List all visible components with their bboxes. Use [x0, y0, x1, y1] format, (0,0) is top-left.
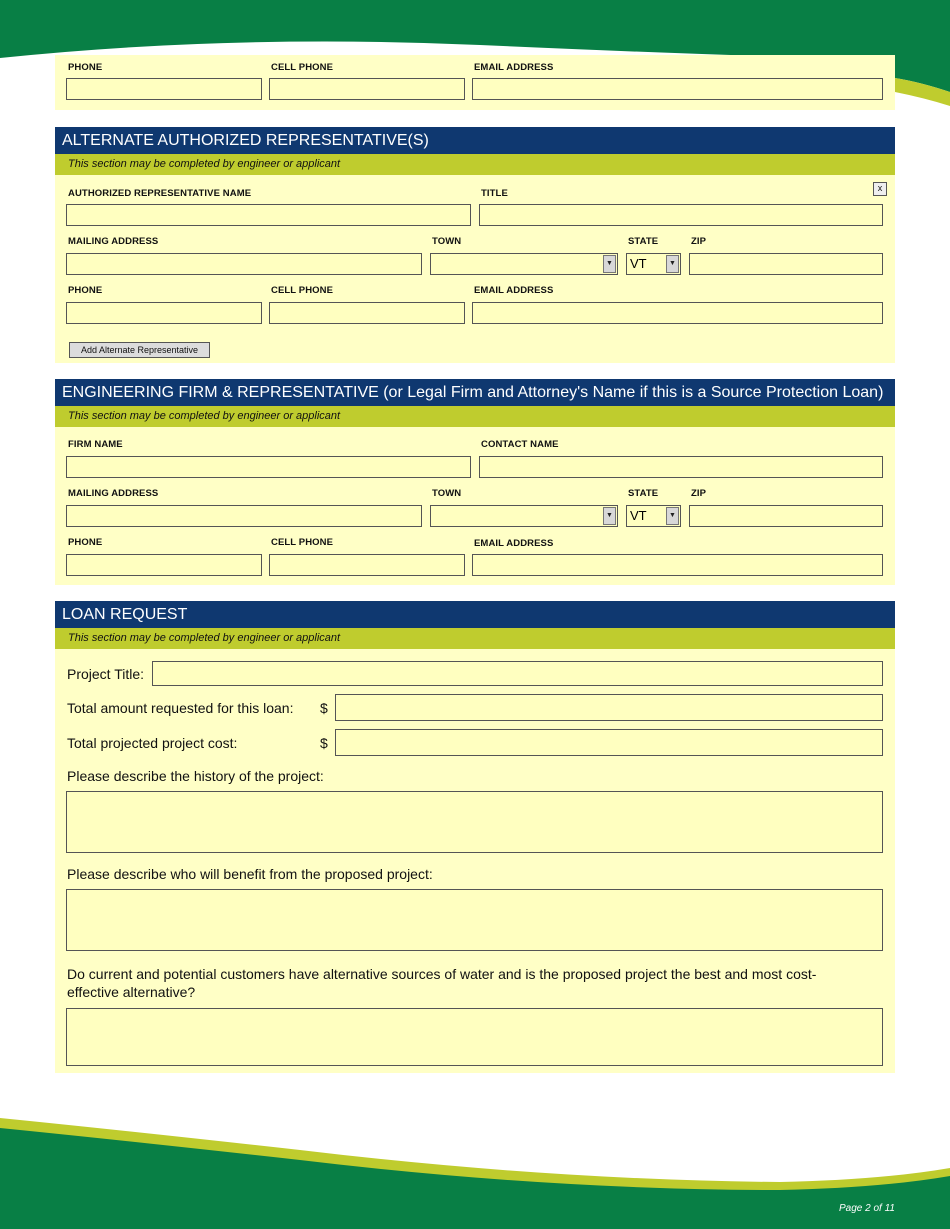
contact-name-field[interactable]: [479, 456, 883, 478]
state-select[interactable]: [626, 505, 681, 527]
mailing-address-field[interactable]: [66, 253, 422, 275]
town-select[interactable]: [430, 253, 618, 275]
alternative-textarea[interactable]: [66, 1008, 883, 1066]
zip-field[interactable]: [689, 505, 883, 527]
title-label: TITLE: [481, 188, 508, 199]
state-value: VT: [630, 508, 647, 523]
benefit-label: Please describe who will benefit from the proposed project:: [67, 866, 433, 882]
phone-field[interactable]: [66, 302, 262, 324]
cell-phone-field[interactable]: [269, 554, 465, 576]
email-field[interactable]: [472, 302, 883, 324]
phone-label: PHONE: [68, 537, 103, 548]
add-alternate-rep-button[interactable]: Add Alternate Representative: [69, 342, 210, 358]
town-select[interactable]: [430, 505, 618, 527]
close-button[interactable]: x: [873, 182, 887, 196]
projected-cost-label: Total projected project cost:: [67, 735, 238, 751]
zip-field[interactable]: [689, 253, 883, 275]
town-label: TOWN: [432, 236, 462, 247]
state-value: VT: [630, 256, 647, 271]
engineering-title: ENGINEERING FIRM & REPRESENTATIVE (or Legal Firm and Attorney's Name if this is a Source Protection Loan): [55, 379, 895, 406]
projected-cost-field[interactable]: [335, 729, 883, 756]
title-field[interactable]: [479, 204, 883, 226]
email-label: EMAIL ADDRESS: [474, 538, 554, 549]
loan-note: This section may be completed by engineer or applicant: [55, 628, 895, 649]
email-field[interactable]: [472, 78, 883, 100]
mailing-address-field[interactable]: [66, 505, 422, 527]
email-field[interactable]: [472, 554, 883, 576]
mailing-address-label: MAILING ADDRESS: [68, 236, 159, 247]
zip-label: ZIP: [691, 488, 707, 499]
email-label: EMAIL ADDRESS: [474, 62, 554, 73]
auth-rep-name-label: AUTHORIZED REPRESENTATIVE NAME: [68, 188, 252, 199]
chevron-down-icon[interactable]: ▼: [603, 507, 616, 525]
state-select[interactable]: [626, 253, 681, 275]
chevron-down-icon[interactable]: ▼: [603, 255, 616, 273]
project-title-label: Project Title:: [67, 666, 145, 682]
alternative-label: Do current and potential customers have alternative sources of water and is the proposed project the best and most cost-effective alternative?: [67, 966, 817, 1000]
alt-rep-note: This section may be completed by engineer or applicant: [55, 154, 895, 175]
alt-rep-title: ALTERNATE AUTHORIZED REPRESENTATIVE(S): [55, 127, 895, 154]
history-label: Please describe the history of the project:: [67, 768, 324, 784]
phone-label: PHONE: [68, 285, 103, 296]
page-number: Page 2 of 11: [839, 1203, 895, 1214]
email-label: EMAIL ADDRESS: [474, 285, 554, 296]
mailing-address-label: MAILING ADDRESS: [68, 488, 159, 499]
loan-title: LOAN REQUEST: [55, 601, 895, 628]
amount-requested-field[interactable]: [335, 694, 883, 721]
cell-phone-label: CELL PHONE: [271, 537, 334, 548]
chevron-down-icon[interactable]: ▼: [666, 255, 679, 273]
project-title-field[interactable]: [152, 661, 883, 686]
auth-rep-name-field[interactable]: [66, 204, 471, 226]
cell-phone-field[interactable]: [269, 78, 465, 100]
state-label: STATE: [628, 236, 659, 247]
benefit-textarea[interactable]: [66, 889, 883, 951]
zip-label: ZIP: [691, 236, 707, 247]
currency-symbol: $: [320, 735, 328, 751]
amount-requested-label: Total amount requested for this loan:: [67, 700, 294, 716]
state-label: STATE: [628, 488, 659, 499]
phone-field[interactable]: [66, 554, 262, 576]
contact-name-label: CONTACT NAME: [481, 439, 559, 450]
phone-label: PHONE: [68, 62, 103, 73]
cell-phone-field[interactable]: [269, 302, 465, 324]
chevron-down-icon[interactable]: ▼: [666, 507, 679, 525]
phone-field[interactable]: [66, 78, 262, 100]
currency-symbol: $: [320, 700, 328, 716]
town-label: TOWN: [432, 488, 462, 499]
cell-phone-label: CELL PHONE: [271, 62, 334, 73]
engineering-note: This section may be completed by engineer or applicant: [55, 406, 895, 427]
cell-phone-label: CELL PHONE: [271, 285, 334, 296]
firm-name-field[interactable]: [66, 456, 471, 478]
firm-name-label: FIRM NAME: [68, 439, 123, 450]
history-textarea[interactable]: [66, 791, 883, 853]
